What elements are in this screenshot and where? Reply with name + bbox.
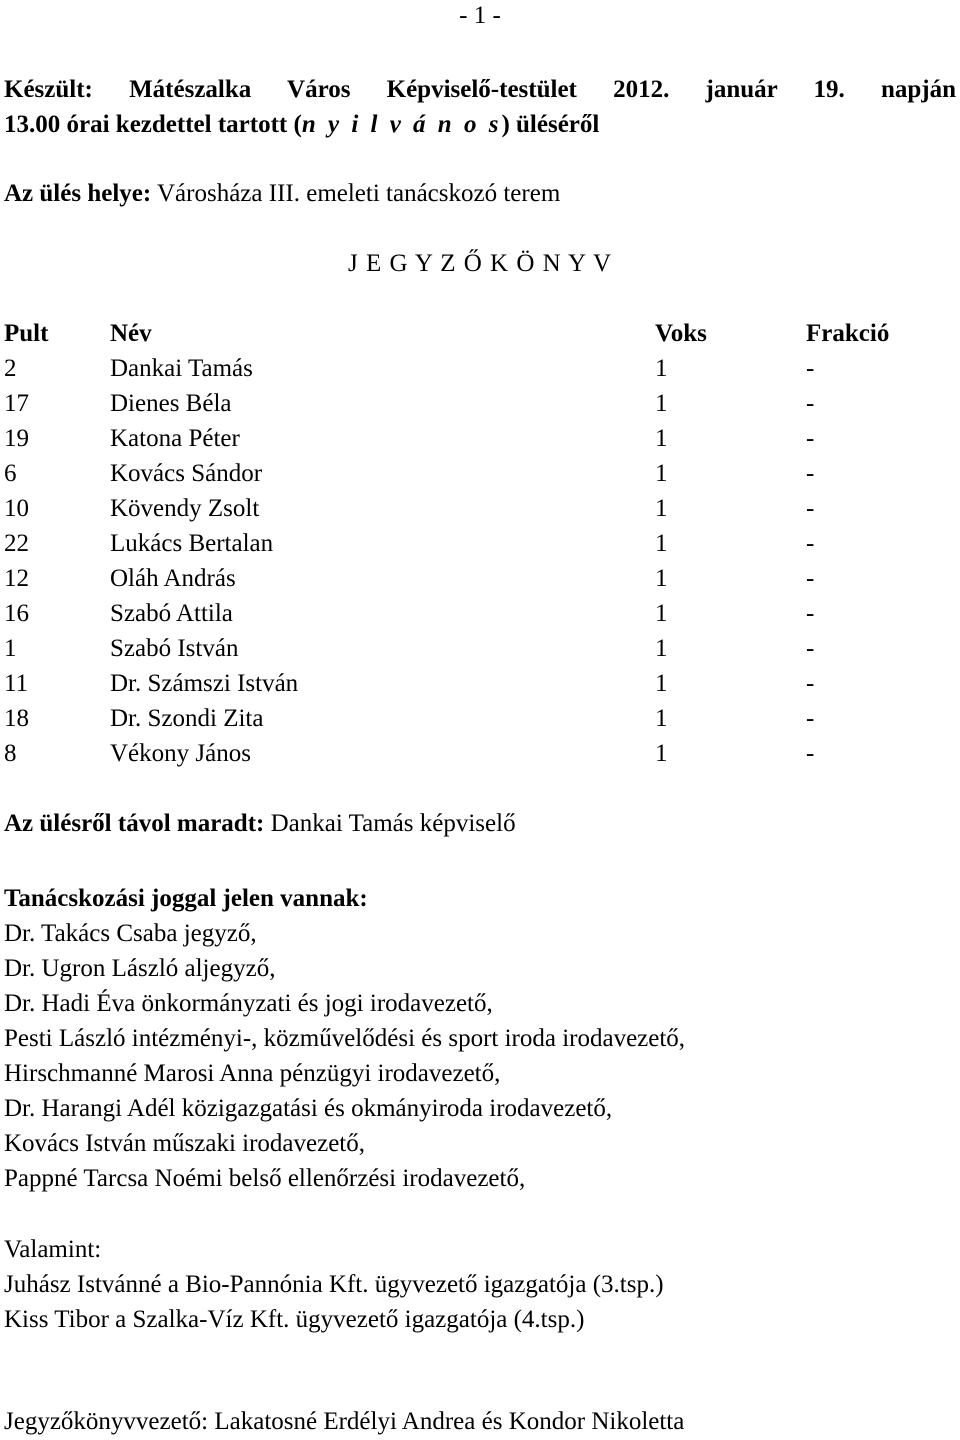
recorder-line [4,1404,956,1439]
absent-label: Az ülésről távol maradt: [4,810,265,837]
cell-nev: Dienes Béla [110,390,232,417]
table-row [4,561,956,596]
table-row [4,421,956,456]
table-row [4,701,956,736]
cell-nev: Vékony János [110,740,251,767]
cell-frakcio: - [806,390,815,417]
session-type: n y i l v á n o s [301,111,502,138]
absent-section [4,806,956,841]
advisory-section [4,881,956,1196]
table-row [4,526,956,561]
cell-pult: 1 [4,635,17,662]
table-header-row [4,316,956,351]
cell-pult: 17 [4,390,29,417]
cell-nev: Dr. Számszi István [110,670,299,697]
cell-frakcio: - [806,355,815,382]
list-item: Dr. Takács Csaba jegyző, [4,920,257,947]
cell-pult: 2 [4,355,17,382]
header-line-2 [4,107,956,142]
document-header [4,72,956,142]
table-row [4,351,956,386]
col-header-voks: Voks [655,320,707,347]
table-row [4,596,956,631]
cell-pult: 18 [4,705,29,732]
place-label: Az ülés helye: [4,180,152,207]
cell-pult: 19 [4,425,29,452]
absent-value: Dankai Tamás képviselő [264,810,516,837]
table-row [4,491,956,526]
cell-frakcio: - [806,565,815,592]
cell-voks: 1 [655,740,668,767]
table-row [4,736,956,771]
place-value: Városháza III. emeleti tanácskozó terem [151,180,561,207]
cell-voks: 1 [655,495,668,522]
table-row [4,386,956,421]
cell-voks: 1 [655,600,668,627]
list-item: Dr. Harangi Adél közigazgatási és okmányiroda irodavezető, [4,1095,613,1122]
list-item: Pappné Tarcsa Noémi belső ellenőrzési irodavezető, [4,1165,526,1192]
col-header-nev: Név [110,320,152,347]
page-number: - 1 - [459,2,501,29]
table-row [4,456,956,491]
cell-frakcio: - [806,670,815,697]
cell-frakcio: - [806,530,815,557]
cell-pult: 8 [4,740,17,767]
cell-voks: 1 [655,355,668,382]
cell-voks: 1 [655,670,668,697]
also-present-section [4,1232,956,1337]
cell-nev: Dankai Tamás [110,355,253,382]
list-item: Hirschmanné Marosi Anna pénzügyi irodavezető, [4,1060,501,1087]
header-line-2-start: 13.00 órai kezdettel tartott ( [4,111,302,138]
list-item: Dr. Hadi Éva önkormányzati és jogi irodavezető, [4,990,493,1017]
cell-nev: Kovács Sándor [110,460,263,487]
advisory-label: Tanácskozási joggal jelen vannak: [4,885,368,912]
cell-pult: 16 [4,600,29,627]
table-row [4,666,956,701]
cell-nev: Lukács Bertalan [110,530,274,557]
cell-voks: 1 [655,390,668,417]
header-line-2-end: ) üléséről [501,111,600,138]
cell-voks: 1 [655,530,668,557]
table-row [4,631,956,666]
cell-nev: Kövendy Zsolt [110,495,260,522]
cell-pult: 6 [4,460,17,487]
cell-frakcio: - [806,495,815,522]
list-item: Kiss Tibor a Szalka-Víz Kft. ügyvezető igazgatója (4.tsp.) [4,1306,585,1333]
cell-nev: Szabó Attila [110,600,233,627]
cell-frakcio: - [806,600,815,627]
cell-pult: 22 [4,530,29,557]
cell-nev: Oláh András [110,565,236,592]
col-header-pult: Pult [4,320,49,347]
cell-frakcio: - [806,460,815,487]
cell-nev: Dr. Szondi Zita [110,705,264,732]
cell-voks: 1 [655,635,668,662]
cell-pult: 10 [4,495,29,522]
session-place [4,176,956,211]
col-header-frakcio: Frakció [806,320,890,347]
cell-voks: 1 [655,705,668,732]
also-label: Valamint: [4,1236,102,1263]
recorder-text: Jegyzőkönyvvezető: Lakatosné Erdélyi Andrea és Kondor Nikoletta [4,1408,685,1435]
cell-frakcio: - [806,635,815,662]
cell-frakcio: - [806,425,815,452]
list-item: Kovács István műszaki irodavezető, [4,1130,365,1157]
list-item: Juhász Istvánné a Bio-Pannónia Kft. ügyvezető igazgatója (3.tsp.) [4,1271,664,1298]
cell-nev: Szabó István [110,635,239,662]
header-line-1: Készült: Mátészalka Város Képviselő-testület 2012. január 19. napján [4,76,956,103]
cell-voks: 1 [655,425,668,452]
cell-voks: 1 [655,460,668,487]
cell-nev: Katona Péter [110,425,240,452]
list-item: Pesti László intézményi-, közművelődési és sport iroda irodavezető, [4,1025,686,1052]
cell-frakcio: - [806,705,815,732]
list-item: Dr. Ugron László aljegyző, [4,955,276,982]
cell-pult: 12 [4,565,29,592]
cell-pult: 11 [4,670,29,697]
document-title: J E G Y Z Ő K Ö N Y V [347,250,613,277]
cell-voks: 1 [655,565,668,592]
cell-frakcio: - [806,740,815,767]
attendance-table [4,316,956,771]
